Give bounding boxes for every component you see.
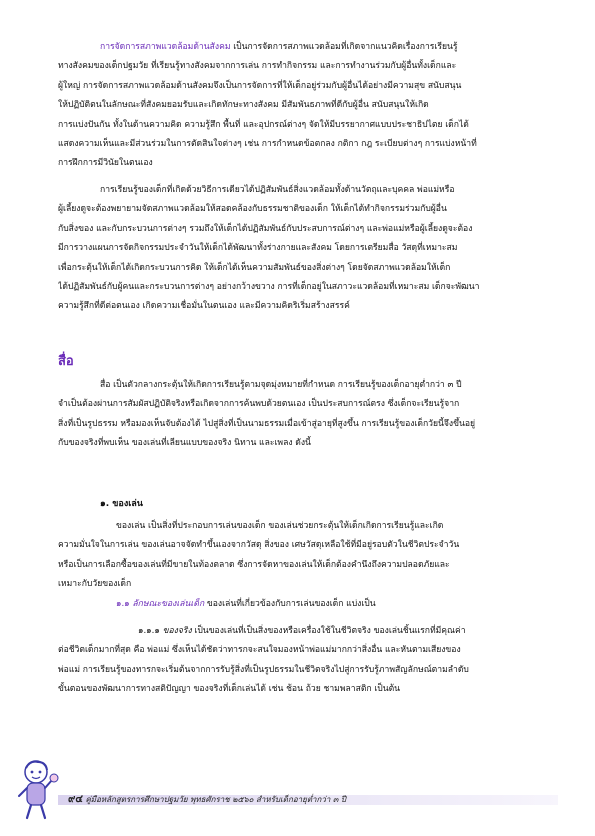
toy-types-number: ๑.๑ (116, 599, 130, 609)
learning-line: มีการวางแผนการจัดกิจกรรมประจำวันให้เด็กได้พัฒนาทั้งร่างกายและสังคม โดยการเตรียมสื่อ วัสดุที่เหมาะสม (58, 243, 458, 254)
learning-line: กับสิ่งของ และกับกระบวนการต่างๆ รวมถึงให้เด็กได้ปฏิสัมพันธ์กับประสบการณ์ต่างๆ และพ่อแม่หรือผู้เลี้ยงดูจะต้อง (58, 223, 473, 234)
toys-line: เหมาะกับวัยของเด็ก (58, 579, 132, 590)
page-number: ๙๔ (68, 794, 83, 805)
real-objects-line: พ่อแม่ การเรียนรู้ของทารกจะเริ่มต้นจากการรับรู้สิ่งที่เป็นรูปธรรมในชีวิตจริงไปสู่การรับรู้ภาพสัญลักษณ์ตามลำดับ (58, 664, 469, 675)
media-paragraph (58, 376, 558, 454)
toy-types-rest: ของเล่นที่เกี่ยวข้องกับการเล่นของเด็ก แบ่งเป็น (204, 599, 376, 609)
real-objects-title: ของจริง (162, 626, 192, 636)
learning-line: ได้ปฏิสัมพันธ์กับผู้คนและกระบวนการต่างๆ อย่างกว้างขวาง การที่เด็กอยู่ในสภาวะแวดล้อมที่เหมาะสม เด็กจะพัฒนา (58, 282, 480, 293)
section-heading-media: สื่อ (58, 354, 74, 369)
real-objects-line-1 (58, 622, 558, 641)
toys-line: หรือเป็นการเลือกซื้อของเล่นที่มีขายในท้องตลาด ซึ่งการจัดหาของเล่นให้เด็กต้องคำนึงถึงความปลอดภัยและ (58, 559, 450, 570)
intro-line: ให้ปฏิบัติตนในลักษณะที่สังคมยอมรับและเกิดทักษะทางสังคม มีสัมพันธภาพที่ดีกับผู้อื่น สนับสนุนให้เกิด (58, 100, 429, 111)
learning-line: เพื่อกระตุ้นให้เด็กได้เกิดกระบวนการคิด ให้เด็กได้เห็นความสัมพันธ์ของสิ่งต่างๆ โดยจัดสภาพแวดล้อมให้เด็ก (58, 262, 451, 273)
real-objects-paragraph (58, 622, 558, 700)
toys-line: ของเล่น เป็นสิ่งที่ประกอบการเล่นของเด็ก ของเล่นช่วยกระตุ้นให้เด็กเกิดการเรียนรู้และเกิด (116, 521, 444, 531)
learning-line: ความรู้สึกที่ดีต่อตนเอง เกิดความเชื่อมั่นในตนเอง และมีความคิดริเริ่มสร้างสรรค์ (58, 301, 350, 312)
intro-line: ผู้ใหญ่ การจัดการสภาพแวดล้อมด้านสังคมจึงเป็นการจัดการที่ให้เด็กอยู่ร่วมกับผู้อื่นได้อย่างมีความสุข สนับสนุน (58, 80, 462, 91)
intro-line-1-text: เป็นการจัดการสภาพแวดล้อมที่เกิดจากแนวคิดเรื่องการเรียนรู้ (230, 42, 458, 52)
subsection-heading-toys: ๑. ของเล่น (100, 499, 143, 509)
toys-paragraph (58, 517, 558, 595)
page-footer (58, 792, 558, 808)
toy-types-line (58, 595, 558, 614)
intro-line: การฝึกการมีวินัยในตนเอง (58, 158, 153, 169)
real-objects-line-1-text: เป็นของเล่นที่เป็นสิ่งของหรือเครื่องใช้ในชีวิตจริง ของเล่นชิ้นแรกที่มีคุณค่า (191, 626, 466, 636)
real-objects-line: ขั้นตอนของพัฒนาการทางสติปัญญา ของจริงที่เด็กเล่นได้ เช่น ช้อน ถ้วย ชามพลาสติก เป็นต้น (58, 684, 401, 695)
intro-paragraph (58, 38, 558, 174)
media-line: สื่อ เป็นตัวกลางกระตุ้นให้เกิดการเรียนรู้ตามจุดมุ่งหมายที่กำหนด การเรียนรู้ของเด็กอายุต่ำกว่า ๓ ปี (100, 380, 462, 390)
learning-line: การเรียนรู้ของเด็กที่เกิดด้วยวิธีการเดียวได้ปฏิสัมพันธ์สิ่งแวดล้อมทั้งด้านวัตถุและบุคคล พ่อแม่หรือ (100, 185, 455, 195)
intro-line: ทางสังคมของเด็กปฐมวัย ที่เรียนรู้ทางสังคมจากการเล่น การทำกิจกรรม และการทำงานร่วมกับผู้อื่นทั้งเด็กและ (58, 61, 457, 72)
media-line: สิ่งที่เป็นรูปธรรม หรือมองเห็นจับต้องได้ ไปสู่สิ่งที่เป็นนามธรรมเมื่อเข้าสู่อายุที่สูงขึ้น การเรียนรู้ของเด็กวัยนี้จึงขึ้นอยู่ (58, 418, 476, 429)
toy-types-title: ลักษณะของเล่นเด็ก (132, 599, 205, 609)
learning-paragraph (58, 181, 558, 317)
toys-line: ความมั่นใจในการเล่น ของเล่นอาจจัดทำขึ้นเองจากวัสดุ สิ่งของ เศษวัสดุเหลือใช้ที่มีอยู่รอบตัวในชีวิตประจำวัน (58, 540, 460, 551)
footer-title: คู่มือหลักสูตรการศึกษาปฐมวัย พุทธศักราช ๒๕๖๐ สำหรับเด็กอายุต่ำกว่า ๓ ปี (85, 795, 346, 804)
learning-line: ผู้เลี้ยงดูจะต้องพยายามจัดสภาพแวดล้อมให้สอดคล้องกับธรรมชาติของเด็ก ให้เด็กได้ทำกิจกรรมร่วมกับผู้อื่น (58, 204, 447, 215)
subsection-toy-types (58, 595, 558, 614)
child-mascot-icon (14, 758, 62, 824)
media-line: กับของจริงที่พบเห็น ของเล่นที่เลียนแบบของจริง นิทาน และเพลง ดังนี้ (58, 438, 311, 449)
real-objects-number: ๑.๑.๑ (138, 626, 160, 636)
intro-line: แสดงความเห็นและมีส่วนร่วมในการตัดสินใจต่างๆ เช่น การกำหนดข้อตกลง กติกา กฎ ระเบียบต่างๆ การแบ่งหน้าที่ (58, 139, 477, 150)
intro-line-1 (58, 38, 558, 57)
intro-highlight: การจัดการสภาพแวดล้อมด้านสังคม (100, 42, 231, 52)
intro-line: การแบ่งปันกัน ทั้งในด้านความคิด ความรู้สึก พื้นที่ และอุปกรณ์ต่างๆ จัดให้มีบรรยากาศแบบประชาธิปไตย เด็กได้ (58, 119, 469, 130)
footer-text (68, 792, 346, 808)
real-objects-line: ต่อชีวิตเด็กมากที่สุด คือ พ่อแม่ ซึ่งเห็นได้ชัดว่าทารกจะสนใจมองหน้าพ่อแม่มากกว่าสิ่งอื่น และหันตามเสียงของ (58, 645, 461, 656)
media-line: จำเป็นต้องผ่านการสัมผัสปฏิบัติจริงหรือเกิดจากการค้นพบด้วยตนเอง เป็นประสบการณ์ตรง ซึ่งเด็กจะเรียนรู้จาก (58, 399, 460, 410)
